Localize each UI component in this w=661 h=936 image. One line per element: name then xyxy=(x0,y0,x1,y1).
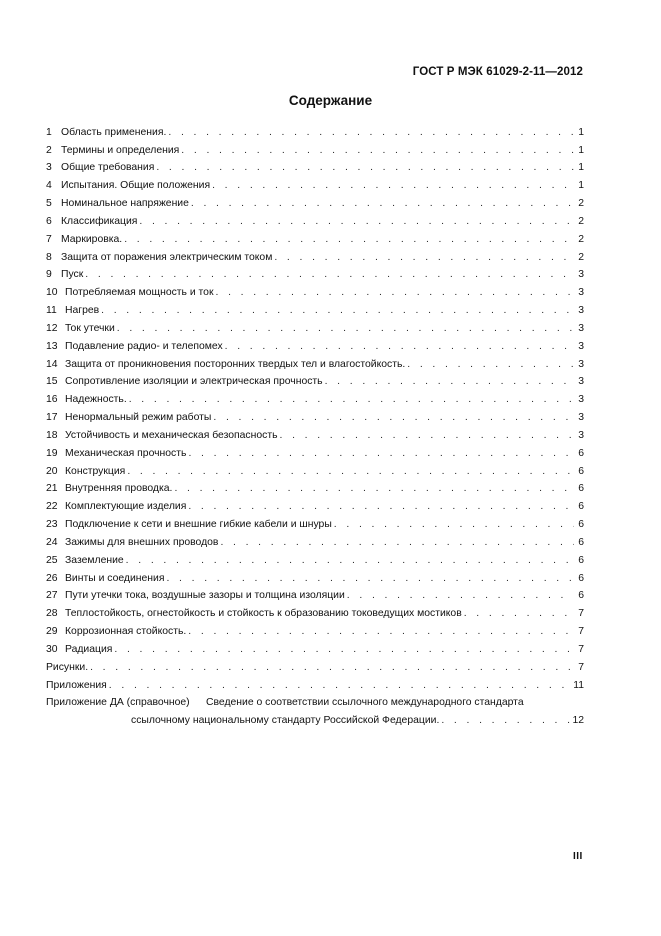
toc-entry-page: 3 xyxy=(578,412,584,424)
standard-designation: ГОСТ Р МЭК 61029-2-11—2012 xyxy=(412,66,583,78)
toc-entry[interactable] xyxy=(46,353,584,371)
annex-label: Приложение ДА (справочное) xyxy=(46,697,190,709)
dot-leader xyxy=(188,447,574,460)
toc-entry[interactable] xyxy=(46,192,584,210)
dot-leader xyxy=(129,393,574,406)
toc-entry-label: Термины и определения xyxy=(61,144,180,156)
dot-leader xyxy=(166,572,574,585)
dot-leader xyxy=(174,482,574,495)
toc-entry[interactable] xyxy=(46,674,584,692)
toc-entry-label: Нагрев xyxy=(65,305,100,317)
toc-entry-number: 27 xyxy=(46,590,58,602)
toc-annex-entry[interactable] xyxy=(46,692,584,710)
toc-entry[interactable] xyxy=(46,424,584,442)
toc-entry-page: 6 xyxy=(578,447,584,459)
toc-entry-page: 6 xyxy=(578,519,584,531)
toc-entry-number: 16 xyxy=(46,394,58,406)
dot-leader xyxy=(225,340,574,353)
toc-entry-page: 6 xyxy=(578,536,584,548)
toc-entry-label: Конструкция xyxy=(65,465,126,477)
toc-entry-page: 6 xyxy=(578,483,584,495)
dot-leader xyxy=(126,554,574,567)
dot-leader xyxy=(464,607,574,620)
toc-entry-page: 1 xyxy=(578,180,584,192)
annex-title-line1: Сведение о соответствии ссылочного международного стандарта xyxy=(206,697,524,709)
toc-entry-label: Общие требования xyxy=(61,162,155,174)
dot-leader xyxy=(168,126,574,139)
toc-entry-page: 6 xyxy=(578,590,584,602)
toc-entry-label: Зажимы для внешних проводов xyxy=(65,536,219,548)
toc-entry[interactable] xyxy=(46,620,584,638)
toc-entry[interactable] xyxy=(46,335,584,353)
toc-entry-page: 2 xyxy=(578,215,584,227)
toc-entry-label: Винты и соединения xyxy=(65,572,165,584)
toc-entry-label: Ток утечки xyxy=(65,322,115,334)
toc-entry-page: 6 xyxy=(578,501,584,513)
dot-leader xyxy=(181,144,574,157)
dot-leader xyxy=(347,589,574,602)
toc-entry-number: 14 xyxy=(46,358,58,370)
toc-entry-page: 2 xyxy=(578,233,584,245)
toc-entry-label: Классификация xyxy=(61,215,138,227)
toc-entry[interactable] xyxy=(46,495,584,513)
toc-entry[interactable] xyxy=(46,246,584,264)
toc-entry-page: 3 xyxy=(578,376,584,388)
toc-entry-label: Подавление радио- и телепомех xyxy=(65,340,223,352)
toc-entry-number: 6 xyxy=(46,215,52,227)
toc-entry-label: Область применения. xyxy=(61,126,167,138)
toc-entry-page: 3 xyxy=(578,322,584,334)
toc-entry-label: Комплектующие изделия xyxy=(65,501,187,513)
toc-entry-number: 28 xyxy=(46,608,58,620)
toc-entry[interactable] xyxy=(46,281,584,299)
toc-entry-page: 7 xyxy=(578,643,584,655)
toc-entry[interactable] xyxy=(46,585,584,603)
toc-entry[interactable] xyxy=(46,299,584,317)
toc-entry[interactable] xyxy=(46,442,584,460)
table-of-contents xyxy=(46,121,584,727)
toc-entry[interactable] xyxy=(46,513,584,531)
toc-entry-label: Заземление xyxy=(65,554,124,566)
toc-entry-label: Номинальное напряжение xyxy=(61,198,189,210)
page-title: Содержание xyxy=(288,93,373,108)
dot-leader xyxy=(188,625,574,638)
toc-entry-number: 23 xyxy=(46,519,58,531)
toc-entry-number: 17 xyxy=(46,412,58,424)
toc-entry[interactable] xyxy=(46,531,584,549)
toc-entry[interactable] xyxy=(46,602,584,620)
toc-entry-label: Внутренняя проводка. xyxy=(65,483,173,495)
page-number: III xyxy=(573,851,583,862)
toc-entry-label: Потребляемая мощность и ток xyxy=(65,287,214,299)
toc-entry[interactable] xyxy=(46,388,584,406)
toc-entry[interactable] xyxy=(46,478,584,496)
dot-leader xyxy=(109,679,571,692)
toc-entry-page: 3 xyxy=(578,394,584,406)
toc-entry-label: Радиация xyxy=(65,643,113,655)
toc-entry-page: 3 xyxy=(578,305,584,317)
toc-entry-page: 3 xyxy=(578,287,584,299)
toc-entry-label: Пуск xyxy=(61,269,84,281)
toc-entry-number: 30 xyxy=(46,643,58,655)
dot-leader xyxy=(407,358,574,371)
dot-leader xyxy=(156,161,574,174)
toc-entry[interactable] xyxy=(46,264,584,282)
toc-entry-number: 20 xyxy=(46,465,58,477)
toc-entry-number: 25 xyxy=(46,554,58,566)
toc-entry-number: 29 xyxy=(46,626,58,638)
toc-entry-number: 13 xyxy=(46,340,58,352)
dot-leader xyxy=(124,233,574,246)
dot-leader xyxy=(216,286,574,299)
toc-entry-label: Теплостойкость, огнестойкость и стойкость к образованию токоведущих мостиков xyxy=(65,608,462,620)
toc-entry-number: 22 xyxy=(46,501,58,513)
toc-entry-label: Маркировка. xyxy=(61,233,123,245)
toc-entry-page: 11 xyxy=(573,679,584,691)
toc-entry-page: 2 xyxy=(578,251,584,263)
dot-leader xyxy=(139,215,574,228)
dot-leader xyxy=(90,661,574,674)
toc-entry-number: 2 xyxy=(46,144,52,156)
toc-entry-page: 3 xyxy=(578,429,584,441)
dot-leader xyxy=(441,714,570,727)
toc-entry-number: 5 xyxy=(46,198,52,210)
toc-entry-number: 10 xyxy=(46,287,58,299)
toc-entry[interactable] xyxy=(46,567,584,585)
dot-leader xyxy=(188,500,574,513)
toc-entry-page: 3 xyxy=(578,340,584,352)
toc-entry-label: Ненормальный режим работы xyxy=(65,412,212,424)
dot-leader xyxy=(127,465,574,478)
toc-entry-page: 6 xyxy=(578,554,584,566)
toc-entry-label: Устойчивость и механическая безопасность xyxy=(65,429,278,441)
toc-entry-label: Подключение к сети и внешние гибкие кабели и шнуры xyxy=(65,519,332,531)
toc-entry-number: 9 xyxy=(46,269,52,281)
toc-entry-page: 7 xyxy=(578,661,584,673)
toc-entry-page: 1 xyxy=(578,162,584,174)
toc-entry-page: 2 xyxy=(578,198,584,210)
toc-entry-number: 15 xyxy=(46,376,58,388)
toc-entry[interactable] xyxy=(46,157,584,175)
dot-leader xyxy=(325,375,574,388)
toc-entry[interactable] xyxy=(46,121,584,139)
toc-entry[interactable] xyxy=(46,638,584,656)
toc-entry-number: 21 xyxy=(46,483,58,495)
toc-entry-number: 19 xyxy=(46,447,58,459)
toc-entry-label: Пути утечки тока, воздушные зазоры и толщина изоляции xyxy=(65,590,345,602)
toc-entry[interactable] xyxy=(46,174,584,192)
annex-title-line2: ссылочному национальному стандарту Российской Федерации. xyxy=(131,715,440,727)
toc-entry-label: Приложения xyxy=(46,679,107,691)
dot-leader xyxy=(334,518,574,531)
toc-entry-number: 12 xyxy=(46,322,58,334)
toc-entry[interactable] xyxy=(46,317,584,335)
toc-entry-number: 4 xyxy=(46,180,52,192)
toc-entry-number: 1 xyxy=(46,126,52,138)
toc-entry[interactable] xyxy=(46,460,584,478)
toc-entry-label: Защита от поражения электрическим током xyxy=(61,251,273,263)
dot-leader xyxy=(220,536,574,549)
toc-entry-label: Рисунки. xyxy=(46,661,89,673)
toc-entry-page: 3 xyxy=(578,269,584,281)
toc-entry-number: 8 xyxy=(46,251,52,263)
toc-annex-entry-continuation[interactable] xyxy=(46,709,584,727)
toc-entry-page: 1 xyxy=(578,144,584,156)
toc-entry[interactable] xyxy=(46,406,584,424)
toc-entry[interactable] xyxy=(46,228,584,246)
toc-entry-label: Испытания. Общие положения xyxy=(61,180,211,192)
dot-leader xyxy=(85,268,574,281)
dot-leader xyxy=(114,643,574,656)
toc-entry-page: 7 xyxy=(578,626,584,638)
dot-leader xyxy=(117,322,574,335)
dot-leader xyxy=(274,251,574,264)
dot-leader xyxy=(280,429,574,442)
toc-entry-number: 11 xyxy=(46,305,57,317)
toc-entry-page: 7 xyxy=(578,608,584,620)
dot-leader xyxy=(213,411,574,424)
toc-entry-number: 3 xyxy=(46,162,52,174)
toc-entry-label: Коррозионная стойкость. xyxy=(65,626,187,638)
toc-entry[interactable] xyxy=(46,139,584,157)
toc-entry-label: Защита от проникновения посторонних твердых тел и влагостойкость. xyxy=(65,358,406,370)
toc-entry[interactable] xyxy=(46,371,584,389)
dot-leader xyxy=(212,179,574,192)
toc-entry[interactable] xyxy=(46,549,584,567)
dot-leader xyxy=(101,304,574,317)
toc-entry-number: 26 xyxy=(46,572,58,584)
toc-entry-page: 6 xyxy=(578,465,584,477)
toc-entry[interactable] xyxy=(46,210,584,228)
toc-entry-label: Механическая прочность xyxy=(65,447,187,459)
toc-entry-page: 1 xyxy=(578,126,584,138)
toc-entry-number: 24 xyxy=(46,536,58,548)
toc-entry-page: 6 xyxy=(578,572,584,584)
toc-entry[interactable] xyxy=(46,656,584,674)
toc-entry-number: 18 xyxy=(46,429,58,441)
toc-entry-label: Надежность. xyxy=(65,394,127,406)
toc-entry-label: Сопротивление изоляции и электрическая прочность xyxy=(65,376,323,388)
toc-entry-number: 7 xyxy=(46,233,52,245)
toc-entry-page: 12 xyxy=(572,715,584,727)
dot-leader xyxy=(191,197,574,210)
toc-entry-page: 3 xyxy=(578,358,584,370)
